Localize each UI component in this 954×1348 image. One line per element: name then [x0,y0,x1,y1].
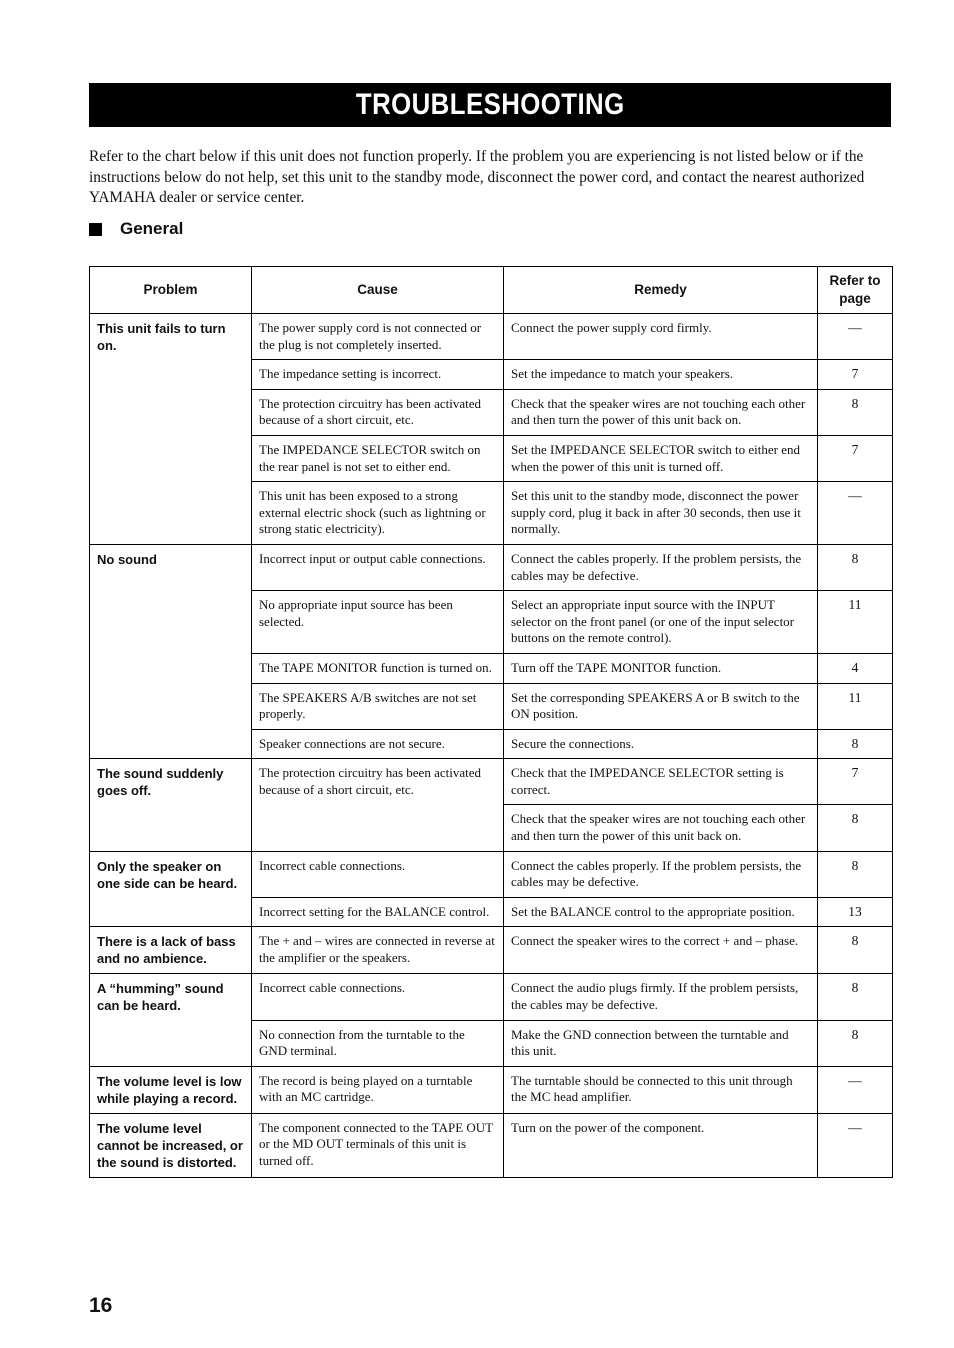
remedy-cell: Set the corresponding SPEAKERS A or B switch to the ON position. [504,683,818,729]
refer-page-cell: 7 [818,759,893,805]
troubleshooting-table [89,266,893,1178]
remedy-cell: Set the impedance to match your speakers. [504,360,818,390]
section-title: General [120,219,184,238]
remedy-cell: Check that the speaker wires are not touching each other and then turn the power of this unit back on. [504,389,818,435]
cause-cell: The protection circuitry has been activated because of a short circuit, etc. [252,759,504,851]
page-title-bar [89,83,891,127]
refer-page-cell: 13 [818,897,893,927]
cause-cell: The + and – wires are connected in reverse at the amplifier or the speakers. [252,927,504,974]
remedy-cell: Select an appropriate input source with the INPUT selector on the front panel (or one of the input selector buttons on the remote control). [504,591,818,654]
problem-cell: Only the speaker on one side can be heard. [90,851,252,927]
remedy-cell: Connect the power supply cord firmly. [504,314,818,360]
problem-cell: This unit fails to turn on. [90,314,252,545]
header-remedy: Remedy [504,267,818,314]
cause-cell: The TAPE MONITOR function is turned on. [252,653,504,683]
table-header-row [90,267,893,314]
cause-cell: Speaker connections are not secure. [252,729,504,759]
page-title: TROUBLESHOOTING [355,88,625,121]
cause-cell: Incorrect setting for the BALANCE control. [252,897,504,927]
cause-cell: The protection circuitry has been activated because of a short circuit, etc. [252,389,504,435]
remedy-cell: Set the BALANCE control to the appropriate position. [504,897,818,927]
cause-cell: The power supply cord is not connected or the plug is not completely inserted. [252,314,504,360]
remedy-cell: The turntable should be connected to this unit through the MC head amplifier. [504,1066,818,1113]
table-body [90,314,893,1178]
remedy-cell: Check that the speaker wires are not touching each other and then turn the power of this unit back on. [504,805,818,851]
cause-cell: The IMPEDANCE SELECTOR switch on the rear panel is not set to either end. [252,435,504,481]
cause-cell: Incorrect cable connections. [252,851,504,897]
refer-page-cell: 8 [818,729,893,759]
square-bullet-icon [89,223,102,236]
problem-cell: The sound suddenly goes off. [90,759,252,851]
refer-page-cell: 7 [818,360,893,390]
refer-page-cell: 8 [818,1020,893,1066]
refer-page-cell: 4 [818,653,893,683]
refer-page-cell: 8 [818,544,893,590]
refer-page-cell: — [818,314,893,360]
refer-page-cell: 7 [818,435,893,481]
refer-page-cell: 8 [818,805,893,851]
cause-cell: The impedance setting is incorrect. [252,360,504,390]
table-row [90,1066,893,1113]
problem-cell: A “humming” sound can be heard. [90,974,252,1066]
refer-page-cell: — [818,1066,893,1113]
remedy-cell: Check that the IMPEDANCE SELECTOR setting is correct. [504,759,818,805]
cause-cell: This unit has been exposed to a strong external electric shock (such as lightning or strong static electricity). [252,482,504,545]
table-row [90,314,893,360]
table-row [90,974,893,1020]
problem-cell: No sound [90,544,252,758]
cause-cell: Incorrect cable connections. [252,974,504,1020]
refer-page-cell: — [818,482,893,545]
remedy-cell: Make the GND connection between the turntable and this unit. [504,1020,818,1066]
table-row [90,1113,893,1177]
problem-cell: The volume level is low while playing a record. [90,1066,252,1113]
remedy-cell: Connect the speaker wires to the correct + and – phase. [504,927,818,974]
refer-page-cell: 8 [818,389,893,435]
cause-cell: No appropriate input source has been selected. [252,591,504,654]
refer-page-cell: 11 [818,591,893,654]
refer-page-cell: — [818,1113,893,1177]
table-row [90,759,893,805]
remedy-cell: Set this unit to the standby mode, disconnect the power supply cord, plug it back in after 30 seconds, then use it normally. [504,482,818,545]
section-heading [89,219,183,239]
remedy-cell: Turn on the power of the component. [504,1113,818,1177]
header-cause: Cause [252,267,504,314]
problem-cell: The volume level cannot be increased, or the sound is distorted. [90,1113,252,1177]
refer-page-cell: 8 [818,974,893,1020]
intro-paragraph: Refer to the chart below if this unit does not function properly. If the problem you are experiencing is not listed below or if the instructions below do not help, set this unit to the standby mode, disconnect the power cord, and contact the nearest authorized YAMAHA dealer or service center. [89,148,865,206]
table-row [90,851,893,897]
header-refer-to-page: Refer to page [818,267,893,314]
refer-page-cell: 8 [818,927,893,974]
page-number: 16 [89,1294,113,1317]
problem-cell: There is a lack of bass and no ambience. [90,927,252,974]
cause-cell: Incorrect input or output cable connections. [252,544,504,590]
remedy-cell: Set the IMPEDANCE SELECTOR switch to either end when the power of this unit is turned off. [504,435,818,481]
cause-cell: The record is being played on a turntable with an MC cartridge. [252,1066,504,1113]
remedy-cell: Turn off the TAPE MONITOR function. [504,653,818,683]
cause-cell: No connection from the turntable to the GND terminal. [252,1020,504,1066]
table-row [90,927,893,974]
remedy-cell: Connect the cables properly. If the problem persists, the cables may be defective. [504,544,818,590]
remedy-cell: Connect the cables properly. If the problem persists, the cables may be defective. [504,851,818,897]
remedy-cell: Secure the connections. [504,729,818,759]
remedy-cell: Connect the audio plugs firmly. If the problem persists, the cables may be defective. [504,974,818,1020]
header-problem: Problem [90,267,252,314]
refer-page-cell: 8 [818,851,893,897]
cause-cell: The SPEAKERS A/B switches are not set properly. [252,683,504,729]
refer-page-cell: 11 [818,683,893,729]
cause-cell: The component connected to the TAPE OUT or the MD OUT terminals of this unit is turned off. [252,1113,504,1177]
table-row [90,544,893,590]
